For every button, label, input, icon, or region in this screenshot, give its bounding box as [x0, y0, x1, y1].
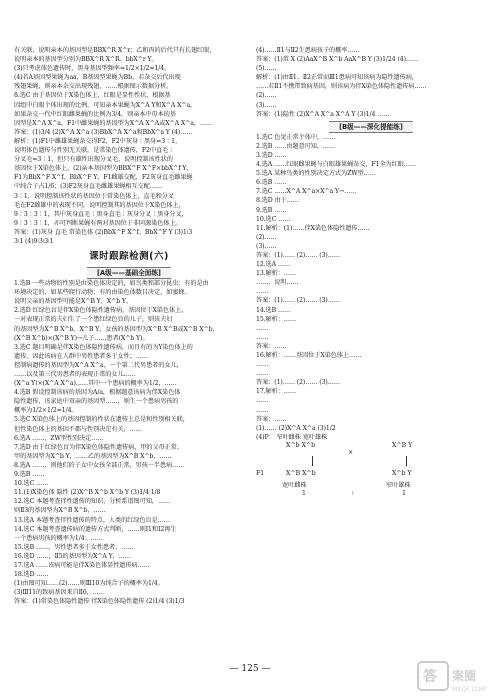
left-answer-line: 13.选A 本题考查伴性遗传的特点，人类的红绿色盲是…… — [14, 516, 170, 524]
right-answer-line: (1)…… (2)X^A X^a (3)1/2 — [256, 424, 336, 432]
right-answer-line: 5.选A 某种鸟类的性别决定方式为ZW型…… — [256, 170, 376, 178]
left-answer-line: 1.选B 一些动物的性别是由染色体决定的，如鸟类和部分昆虫；有的是由 — [14, 280, 209, 288]
right-answer-line: 12.选A …… — [256, 261, 291, 269]
cross-p-female: X^b X^b — [286, 441, 316, 449]
left-answers-block — [14, 279, 244, 579]
right-answer-line: 10.选C …… — [256, 215, 291, 223]
left-top-line: 基因位于X染色体上。(2)亲本基因型为BBX^F X^F×bbX^f Y， — [14, 165, 193, 173]
right-answer-line: …… — [256, 361, 269, 369]
svg-text:答: 答 — [423, 669, 437, 685]
left-answer-line: 5.选C X染色体上的基因控制的性状在遗传上总是和性别相关联， — [14, 416, 189, 424]
left-answer-line: 隐性遗传，该家庭中双亲的基因型……，则生一个患病男孩的 — [14, 398, 179, 406]
left-answer-line: 说明父亲的基因型可能是X^B Y、X^b Y。 — [14, 298, 132, 306]
cross-f1-female-phenotype: 宽叶雌株 — [282, 481, 307, 489]
left-answer-line: 则Ⅱ3的基因型为X^B X^b，…… — [14, 507, 106, 515]
right-answer-line: 1.选C 色觉正常个体中，…… — [256, 133, 336, 141]
left-top-line: 9∶3∶3∶1，亦可判断果蝇有两对基因位于非同源染色体上。 — [14, 219, 182, 227]
right-top-line: 解析：(1)由Ⅱ1、Ⅱ2正常而Ⅲ1患病可知该病为隐性遗传病， — [256, 74, 418, 82]
left-answer-line: 环境决定的，如某些爬行动物；有的由染色体数目决定，如蜜蜂。 — [14, 289, 191, 297]
right-answer-line: 4.选A ……红眼雌果蝇与白眼雄果蝇杂交，F1全为红眼…… — [256, 161, 416, 169]
cross-f1-female: X^B X^b — [286, 469, 316, 477]
right-top-line: (2)…… — [256, 92, 277, 100]
right-top-line: (4)……Ⅱ1与Ⅱ2生患病孩子的概率…… — [256, 47, 360, 54]
right-answer-line: …… — [256, 397, 269, 405]
left-answer-line: 控制病遗传的基因型为X^A X^a，一个第二代男患者的女儿， — [14, 361, 183, 369]
left-bottom-line: (3)Ⅲ11的致病基因来自Ⅱ6，…… — [14, 589, 105, 597]
left-answer-line: 7.选D 由于红绿色盲为伴X染色体隐性遗传病，甲的父母正常， — [14, 443, 183, 451]
page — [14, 46, 488, 661]
cross-x-sign: × — [348, 448, 354, 456]
right-answer-line: 17.解析：…… — [256, 388, 296, 396]
right-top-line: 答案：(1)常 X (2)AaX^B X^b AaX^B Y (3)1/24 (4)…… — [256, 56, 419, 64]
section-title: 课时跟踪检测(六) — [89, 251, 169, 263]
right-top-block — [256, 46, 486, 119]
right-answer-line: 15.解析：…… — [256, 315, 296, 323]
watermark-logo-icon — [416, 658, 494, 696]
left-top-line: 解析：(1)F1中雌雄果蝇杂交得F2，F2中灰身∶黑身=3∶1， — [14, 137, 182, 145]
right-answer-line: 答案：…… — [256, 342, 287, 350]
svg-text:MXQE.COM: MXQE.COM — [452, 686, 486, 693]
right-answer-line: 3.选D …… — [256, 151, 287, 159]
left-top-line: 说明体色遗传与性别无关联，是常染色体遗传，F2中直毛∶ — [14, 147, 175, 155]
right-answer-line: ……，说明…… — [256, 279, 299, 287]
banner-a-label: [A级——基础全面练] — [87, 267, 171, 279]
right-answer-line: 13.解析：…… — [256, 270, 296, 278]
right-answer-line: 2.选B ……由题意可知，…… — [256, 142, 335, 150]
left-answer-line: 4.选B 假设控制该病的基因为A/a，根据题意该病为伴X染色体 — [14, 389, 181, 397]
left-column — [14, 46, 244, 606]
left-answer-line: 2.选D 红绿色盲是伴X染色体隐性遗传病，基因位于X染色体上， — [14, 307, 188, 315]
cross-line-left — [312, 456, 314, 466]
svg-text:案圈: 案圈 — [452, 669, 477, 683]
cross-ratio-left: 1 — [302, 489, 306, 497]
left-top-line: 9∶3∶3∶1，其中灰身直毛∶黑身直毛∶灰身分叉∶黑身分叉， — [14, 210, 188, 218]
left-answer-line: 18.选D …… — [14, 571, 49, 579]
right-answer-line: 9.选B …… — [256, 206, 287, 214]
left-top-line: 答案：(1)灰身 直毛 常染色体 (2)BbX^F X^f、BbX^F Y (3)1∶3 — [14, 228, 193, 236]
right-answer-line: …… — [256, 406, 269, 414]
page-number: — 125 — — [229, 664, 271, 674]
banner-b — [256, 121, 486, 131]
left-answer-line: 甲的基因型为X^b Y，……乙的基因型为X^B X^b，…… — [14, 452, 172, 460]
left-answer-line: 但性染色体上的基因不都与性别决定有关，…… — [14, 425, 142, 433]
left-answer-line: 15.选B ……，男性患者多于女性患者，…… — [14, 543, 134, 551]
right-answer-line: 16.解析：……基因位于X染色体上…… — [256, 352, 362, 359]
left-answer-line: 16.选D ……，Ⅱ5的基因型为X^A Y，…… — [14, 552, 131, 560]
left-top-line: 分叉毛=3∶1，但只有雄性出现分叉毛，说明控制该性状的 — [14, 156, 173, 164]
left-answer-line: (X^B X^b)×(X^B Y)→儿子……患者(X^b Y)。 — [14, 334, 149, 342]
left-top-line: 因型是X^A X^a，F1中雌果蝇的基因型为X^A X^A或X^A X^a，…… — [14, 119, 213, 127]
left-top-line: F1为BbX^F X^f、BbX^F Y，F1雌雄交配，F2灰身直毛雌果蝇 — [14, 174, 193, 182]
cross-f1-male: X^b Y — [392, 469, 412, 477]
left-top-line: 因组中白眼个体出现的比例，可知亲本果蝇为X^A Y和X^A X^a， — [14, 101, 197, 109]
right-answer-line: 答案：(1)…… (2)…… (3)…… — [256, 251, 340, 259]
left-answer-line: 12.选C 本题考查伴性遗传的知识，分析系谱图可知，…… — [14, 498, 171, 506]
left-top-line: 3∶1，说明控制该性状的基因位于常染色体上，直毛和分叉 — [14, 192, 174, 200]
cross-ratio-separator: ∶ — [352, 489, 354, 497]
left-top-line: 说明亲本的基因型分别为BBX^R X^R、bbX^r Y。 — [14, 56, 158, 64]
right-answer-line: 8.选D 由于…… — [256, 197, 299, 205]
right-answer-line: (4)P： 窄叶雌株 宽叶雄株 — [256, 433, 328, 441]
left-top-line: 中纯合子占1/6；(3)F2灰身直毛雌雄果蝇相互交配…… — [14, 183, 162, 191]
banner-b-label: [B级——深化提能练] — [329, 121, 413, 133]
right-answer-line: (2)…… — [256, 233, 277, 241]
right-answer-line: 答案：…… — [256, 415, 287, 423]
left-answer-line: 3.选C 题目明确是伴X染色体隐性遗传病，而且有的为Y染色体上的 — [14, 343, 193, 351]
banner-a — [14, 267, 244, 277]
left-top-line: 残翅果蝇，则亲本杂交出现残翅，……根据图示数据分析。 — [14, 83, 173, 91]
cross-ratio-right: 1 — [402, 489, 406, 497]
left-top-line: 如果杂交一代中红眼雌果蝇的比例为3/4，则亲本中母本的基 — [14, 110, 176, 118]
left-bottom-block — [14, 579, 244, 606]
left-top-line: 3∶1 (4)9∶3∶3∶1 — [14, 237, 54, 245]
cross-f1-label: F1 — [256, 469, 265, 477]
right-top-line: ……若Ⅱ1不携带致病基因，则该病为伴X染色体隐性遗传病…… — [256, 83, 427, 91]
right-answer-line: …… — [256, 324, 269, 332]
left-answer-line: 的基因型为X^B X^b、X^B Y，女孩的基因型为X^B X^B或X^B X^b， — [14, 325, 219, 333]
right-answer-line: 答案：(1)…… (2)…… (3)…… — [256, 379, 340, 387]
left-bottom-line: (1)由图可知……(2)……则Ⅲ10为纯合子的概率为1/4。 — [14, 580, 164, 588]
left-answer-line: (X^a Y)×(X^A X^a)……其中一个患病的概率为1/2，…… — [14, 380, 177, 388]
left-answer-line: 11.(1)X染色体 隐性 (2)X^B X^b X^b Y (3)1/4 1/8 — [14, 489, 161, 497]
right-answer-line: 6.选B …… — [256, 179, 287, 187]
left-answer-line: 10.选C …… — [14, 480, 49, 488]
left-answer-line: 一个患病男孩的概率为1/4；…… — [14, 534, 103, 542]
left-answer-line: ……以及第三代男患者的表现正常的女儿…… — [14, 371, 136, 378]
left-top-line: (4)若A基因型果蝇为aa，B基因型果蝇为Bb，若杂交后代出现 — [14, 74, 181, 82]
right-column — [256, 46, 486, 506]
genetic-cross-diagram — [256, 442, 486, 506]
left-top-block — [14, 46, 244, 246]
left-answer-line: 17.选A ……该病可能是伴X染色体显性遗传病…… — [14, 561, 150, 569]
left-answer-line: 9.选B …… — [14, 471, 45, 479]
left-top-line: 有关联，说明亲本的基因型是BBX^R X^r；乙和丙的后代只有长翅红眼， — [14, 47, 216, 54]
left-top-line: 8.选C 由于基因位于X染色体上，红眼是显性性状，根据基 — [14, 92, 171, 100]
right-answer-line: …… — [256, 288, 269, 296]
cross-p-male: X^B Y — [392, 441, 413, 449]
left-answer-line: 概率为1/2×1/2=1/4。 — [14, 407, 78, 415]
right-answer-line: 11.解析：(1)……伴X染色体隐性遗传…… — [256, 224, 370, 232]
left-answer-line: 8.选A ……，则他们的子女中女孩全部正常，男孩一半患病…… — [14, 461, 185, 469]
left-top-line: 答案：(1)3/4 (2)X^A X^a (3)BbX^A X^a和BbX^a Y (4)…… — [14, 128, 193, 136]
left-answer-line: 遗传，因此该病在人群中男性患者多于女性；…… — [14, 352, 148, 360]
left-bottom-line: 答案：(1)常染色体隐性遗传 伴X染色体隐性遗传 (2)1/4 (3)1/3 — [14, 598, 185, 606]
right-top-line: 答案：(1)隐性 (2)X^A X^a X^A Y (3)1/4 …… — [256, 110, 390, 118]
right-answer-line: …… — [256, 333, 269, 341]
right-answer-line: 答案：(1)…… (2)…… (3)…… — [256, 297, 340, 305]
right-top-line: (3)…… — [256, 101, 277, 109]
left-answer-line: 一对表现正常的夫妇生了一个患红绿色盲的儿子，则该夫妇 — [14, 316, 173, 324]
right-answer-line: (3)…… — [256, 242, 277, 250]
left-top-line: (3)只考虑体色遗传时，黑身基因型频率=1/2×1/2=1/4。 — [14, 65, 171, 73]
cross-line-right — [406, 456, 408, 466]
cross-f1-male-phenotype: 窄叶雄株 — [386, 481, 411, 489]
right-answer-line: 14.选B …… — [256, 306, 291, 314]
left-top-line: 毛在F2雌雄中的表现不同，说明控制其的基因位于X染色体上， — [14, 201, 185, 209]
right-answers-block — [256, 133, 486, 442]
right-answer-line: 7.选C ……X^A X^a×X^a Y→…… — [256, 188, 357, 196]
left-answer-line: 6.选A ……，ZW型性别决定…… — [14, 434, 104, 442]
right-answer-line: …… — [256, 370, 269, 378]
right-top-line: (5)…… — [256, 65, 277, 73]
left-answer-line: 14.选C 本题考查遗传病的遗传方式判断，……则Ⅰ1和Ⅰ2再生 — [14, 525, 177, 533]
